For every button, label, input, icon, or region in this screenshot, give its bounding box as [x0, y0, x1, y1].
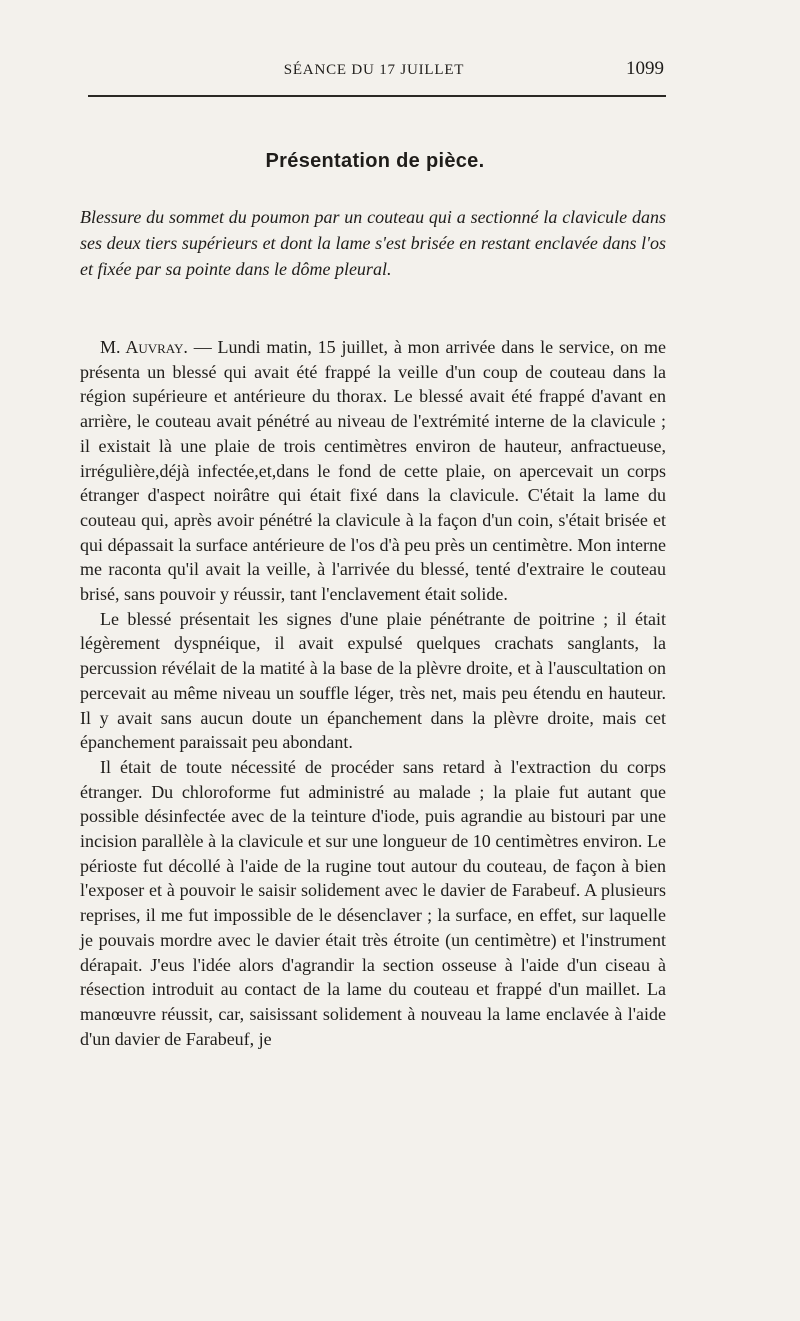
header-rule — [88, 95, 666, 97]
running-title: SÉANCE DU 17 JUILLET — [283, 62, 465, 78]
paragraph-text: — Lundi matin, 15 juillet, à mon arrivée dans le service, on me présenta un blessé qui avait été frappé la veille d'un coup de couteau dans la région supérieure et antérieure du thorax. Le blessé avait été frappé d'avant en arrière, le couteau avait pénétré au niveau de l'extrémité interne de la clavicule ; il existait là une plaie de trois centimètres environ de hauteur, anfractueuse, irrégulière,déjà infectée,et,dans le fond de cette plaie, on apercevait un corps étranger d'aspect noirâtre qui était fixé dans la clavicule. C'était la lame du couteau qui, après avoir pénétré la clavicule à la façon d'un coin, s'était brisée et qui dépassait la surface antérieure de l'os d'à peu près un centimètre. Mon interne me raconta qu'il avait la veille, à l'arrivée du blessé, tenté d'extraire le couteau brisé, sans pouvoir y réussir, tant l'enclavement était solide. — [80, 337, 666, 605]
running-head — [80, 58, 668, 84]
document-page — [80, 0, 670, 1321]
page-number: 1099 — [626, 58, 664, 79]
section-title: Présentation de pièce. — [265, 150, 485, 172]
author-name: M. Auvray. — [100, 337, 188, 357]
paragraph-1 — [80, 335, 666, 607]
paragraph-2: Le blessé présentait les signes d'une plaie pénétrante de poitrine ; il était légèrement dyspnéique, il avait expulsé quelques crachats sanglants, la percussion révélait de la matité à la base de la plèvre droite, et à l'auscultation on percevait au même niveau un souffle léger, très net, mais peu étendu en hauteur. Il y avait sans aucun doute un épanchement dans la plèvre droite, mais cet épanchement paraissait peu abondant. — [80, 608, 666, 753]
paragraph-3: Il était de toute nécessité de procéder sans retard à l'extraction du corps étranger. Du chloroforme fut administré au malade ; la plaie fut autant que possible désinfectée avec de la teinture d'iode, puis agrandie au bistouri par une incision parallèle à la clavicule et sur une longueur de 10 centimètres environ. Le périoste fut décollé à l'aide de la rugine tout autour du couteau, de façon à bien l'exposer et à pouvoir le saisir solidement avec le davier de Farabeuf. A plusieurs reprises, il me fut impossible de le désenclaver ; la surface, en effet, sur laquelle je pouvais mordre avec le davier était très étroite (un centimètre) et l'instrument dérapait. J'eus l'idée alors d'agrandir la section osseuse à l'aide d'un ciseau à résection introduit au contact de la lame du couteau et frappé d'un maillet. La manœuvre réussit, car, saisissant solidement à nouveau la lame enclavée à l'aide d'un davier de Farabeuf, je — [80, 756, 666, 1049]
article-body — [80, 335, 666, 1051]
article-summary: Blessure du sommet du poumon par un couteau qui a sectionné la clavicule dans ses deux tiers supérieurs et dont la lame s'est brisée en restant enclavée dans l'os et fixée par sa pointe dans le dôme pleural. — [80, 207, 666, 279]
